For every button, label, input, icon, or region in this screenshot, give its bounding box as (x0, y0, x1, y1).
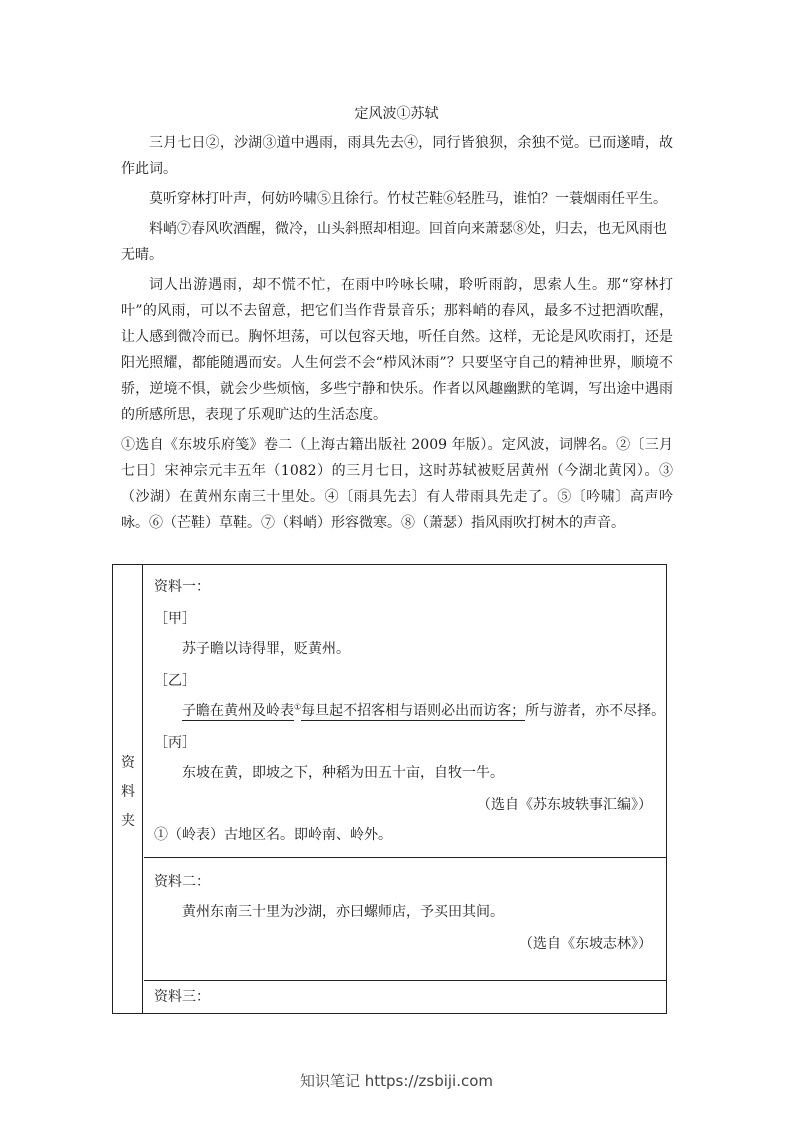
yi-text (182, 701, 665, 721)
material-one-cell (144, 565, 666, 858)
material-one-source: （选自《苏东坡轶事汇编》） (477, 797, 652, 813)
yi-underline-2: 每旦起不招客相与语则必出而访客； (301, 703, 526, 719)
material-one-note: ①（岭表）古地区名。即岭南、岭外。 (154, 827, 392, 843)
poem-line-2: 料峭⑦春风吹酒醒，微冷，山头斜照却相迎。回首向来萧瑟⑧处，归去，也无风雨也无晴。 (121, 221, 667, 263)
main-text (121, 130, 673, 536)
yi-rest: 所与游者，亦不尽择。 (525, 703, 666, 719)
material-two-cell (144, 858, 666, 981)
jia-label: ［甲］ (154, 611, 196, 627)
bing-text: 东坡在黄，即坡之下，种稻为田五十亩，自牧一牛。 (182, 765, 504, 781)
poem-title: 定风波①苏轼 (354, 106, 439, 122)
annotation-notes: ①选自《东坡乐府笺》卷二（上海古籍出版社 2009 年版）。定风波，词牌名。②〔三月七日〕宋神宗元丰五年（1082）的三月七日，这时苏轼被贬居黄州（今湖北黄冈）。③（沙湖）在黄州东南三十里处。④〔雨具先去〕有人带雨具先走了。⑤〔吟啸〕高声吟咏。⑥（芒鞋）草鞋。⑦（料峭）形容微寒。⑧（萧瑟）指风雨吹打树木的声音。 (121, 437, 673, 531)
material-two-label: 资料二： (154, 874, 210, 890)
material-three-cell (144, 981, 666, 1013)
yi-underline-1: 子瞻在黄州及岭表 (182, 703, 294, 719)
folder-side-label (113, 565, 143, 1013)
material-three-label: 资料三： (154, 989, 210, 1005)
jia-text: 苏子瞻以诗得罪，贬黄州。 (182, 641, 350, 657)
material-two-text: 黄州东南三十里为沙湖，亦曰螺师店，予买田其间。 (182, 904, 504, 920)
side-char: 资 (121, 755, 135, 771)
site-watermark-footer: 知识笔记 https://zsbiji.com (299, 1072, 494, 1090)
yi-label: ［乙］ (154, 673, 196, 689)
poem-line-1: 莫听穿林打叶声，何妨吟啸⑤且徐行。竹杖芒鞋⑥轻胜马，谁怕？一蓑烟雨任平生。 (149, 191, 667, 207)
side-char: 夹 (121, 813, 135, 829)
bing-label: ［丙］ (154, 735, 196, 751)
material-one-label: 资料一： (154, 579, 210, 595)
yi-footnote-mark: ① (294, 702, 302, 712)
poem-preface: 三月七日②，沙湖③道中遇雨，雨具先去④，同行皆狼狈，余独不觉。已而遂晴，故作此词。 (121, 135, 673, 177)
commentary-paragraph: 词人出游遇雨，却不慌不忙，在雨中吟咏长啸，聆听雨韵，思索人生。那“穿林打叶”的风雨，可以不去留意，把它们当作背景音乐；那料峭的春风，最多不过把酒吹醒，让人感到微冷而已。胸怀坦荡，可以包容天地，听任自然。这样，无论是风吹雨打，还是阳光照耀，都能随遇而安。人生何尝不会“栉风沐雨”？只要坚守自己的精神世界，顺境不骄，逆境不惧，就会少些烦恼，多些宁静和快乐。作者以风趣幽默的笔调，写出途中遇雨的所感所思，表现了乐观旷达的生活态度。 (121, 277, 673, 423)
side-char: 料 (121, 784, 135, 800)
material-folder-table (112, 564, 667, 1014)
material-two-source: （选自《东坡志林》） (519, 936, 652, 952)
